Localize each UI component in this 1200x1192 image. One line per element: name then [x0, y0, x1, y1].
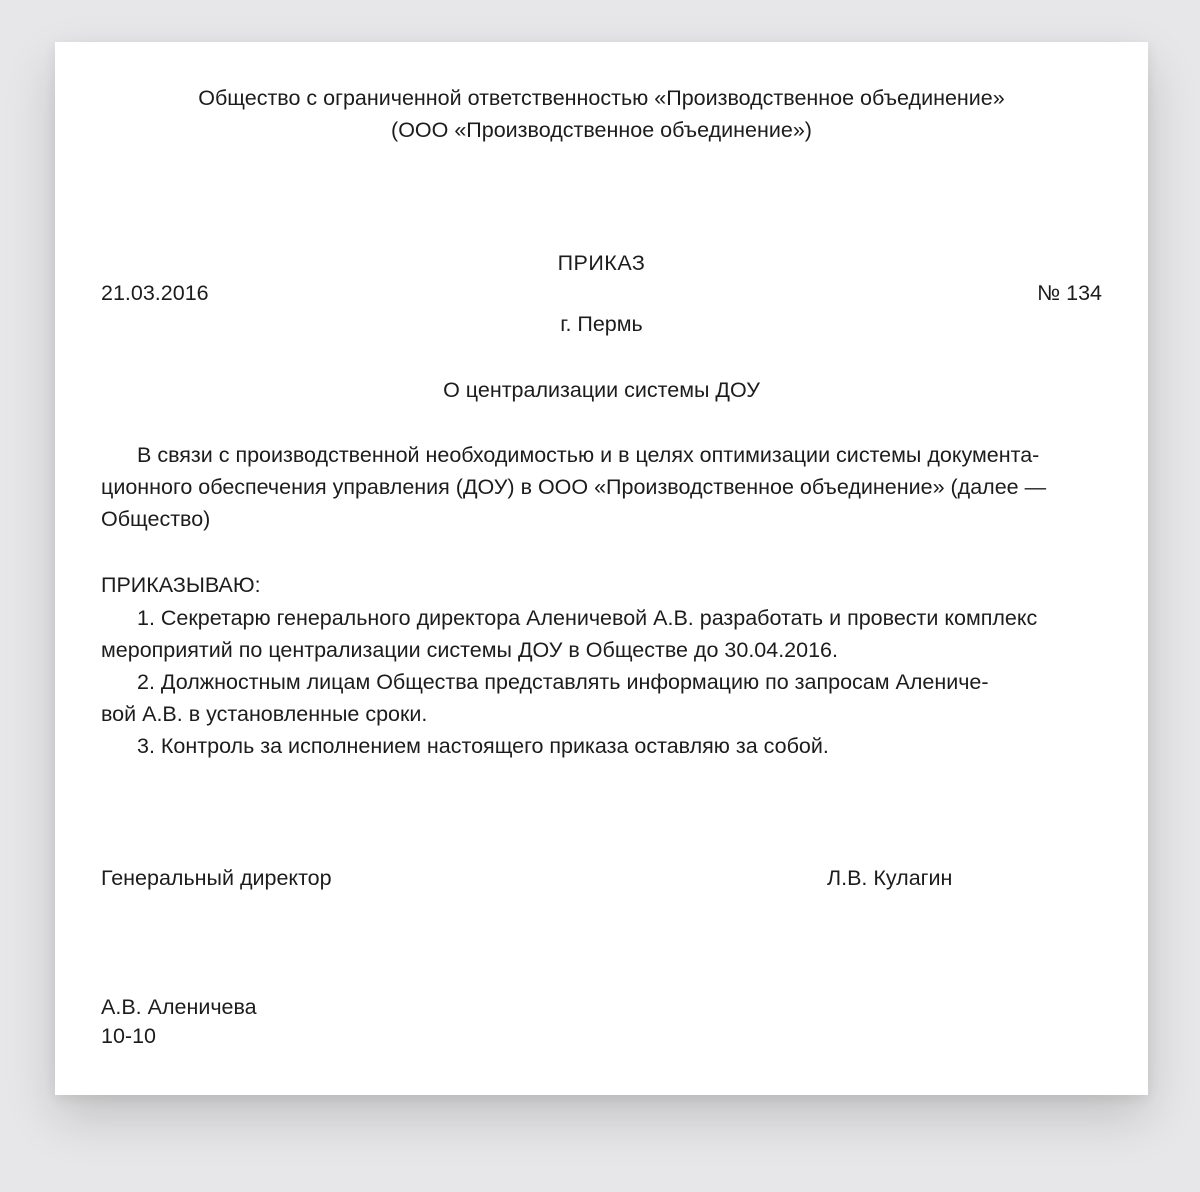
order-word: ПРИКАЗЫВАЮ: [101, 573, 261, 597]
date-number-row [101, 277, 1102, 309]
preamble [101, 439, 1102, 535]
item-1-line-1: 1. Секретарю генерального директора Аленичевой А.В. разработать и провести комплекс [137, 606, 1038, 630]
document-title: ПРИКАЗ [557, 251, 646, 275]
letterhead-line-2: (ООО «Производственное объединение») [391, 118, 812, 142]
document-page [55, 42, 1148, 1095]
letterhead-line-1: Общество с ограниченной ответственностью «Производственное объединение» [198, 86, 1005, 110]
preamble-line-2: ционного обеспечения управления (ДОУ) в ООО «Производственное объединение» (далее — [101, 475, 1047, 499]
document-date: 21.03.2016 [101, 281, 209, 305]
executor-phone: 10-10 [101, 1024, 156, 1048]
city: г. Пермь [560, 312, 643, 336]
executor-name: А.В. Аленичева [101, 995, 257, 1019]
subject: О централизации системы ДОУ [443, 378, 760, 402]
document-number: № 134 [1037, 281, 1102, 305]
item-2-line-1: 2. Должностным лицам Общества представлять информацию по запросам Алениче- [137, 670, 989, 694]
letterhead [101, 82, 1102, 146]
item-1-line-2: мероприятий по централизации системы ДОУ в Обществе до 30.04.2016. [101, 638, 838, 662]
preamble-line-1: В связи с производственной необходимостью и в целях оптимизации системы документа- [137, 443, 1040, 467]
preamble-line-3: Общество) [101, 507, 211, 531]
signature-row [101, 862, 1102, 894]
item-3-line-1: 3. Контроль за исполнением настоящего приказа оставляю за собой. [137, 734, 829, 758]
signature-name: Л.В. Кулагин [827, 866, 953, 890]
signature-position: Генеральный директор [101, 866, 332, 890]
order-items [101, 602, 1102, 762]
item-2-line-2: вой А.В. в установленные сроки. [101, 702, 428, 726]
